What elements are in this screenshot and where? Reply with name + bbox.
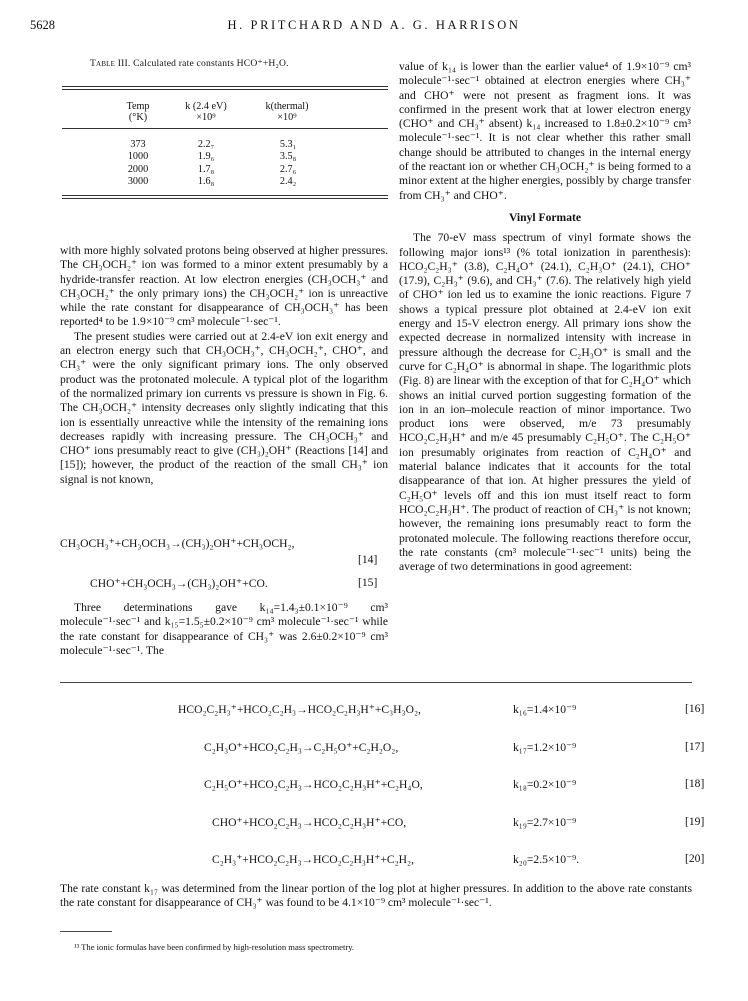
closing-paragraph: The rate constant k₁₇ was determined from the linear portion of the log plot at higher pressures. In addition to the above rate constants the rate constant for disappearance of CH₃⁺ was found to be 4.1×10⁻⁹ cm³ molecule⁻¹·sec⁻¹. xyxy=(60,882,692,910)
table-col-k-ev xyxy=(180,139,232,189)
left-paragraph-2: The present studies were carried out at 2.4-eV ion exit energy and an electron energy such that CH₃OCH₃⁺, CH₃OCH₂⁺, CHO⁺, and CH₃⁺ were the only significant primary ions. The only observed product was the protonated molecule. A typical plot of the logarithm of the normalized primary ion currents vs pressure is shown in Fig. 6. The CH₃OCH₂⁺ intensity decreases only slightly indicating that this ion is essentially unreactive while the intensity of the remaining ions decreases rapidly with increasing pressure. The CH₃OCH₃⁺ and CHO⁺ ions presumably react to give (CH₃)₂OH⁺ (Reactions [14] and [15]); however, the product of the reaction of the small CH₃⁺ ion signal is not known, xyxy=(60,329,388,486)
equation-reaction: C₂H₃⁺+HCO₂C₂H₃→HCO₂C₂H₃H⁺+C₂H₂, xyxy=(212,853,414,866)
col-header-temp xyxy=(108,101,168,123)
equation-rate-constant: k₁₇=1.2×10⁻⁹ xyxy=(513,741,577,754)
table-cell: 373 xyxy=(130,139,146,150)
table-cell: 1000 xyxy=(127,151,149,163)
equation-reaction: C₂H₅O⁺+HCO₂C₂H₃→HCO₂C₂H₃H⁺+C₂H₄O, xyxy=(204,778,423,791)
equation-15-number: [15] xyxy=(358,576,378,589)
left-column-end xyxy=(60,601,388,658)
equation-row xyxy=(0,777,748,797)
equation-14-number: [14] xyxy=(358,553,378,566)
right-paragraph-1: value of k₁₄ is lower than the earlier value⁴ of 1.9×10⁻⁹ cm³ molecule⁻¹·sec⁻¹ obtained at electron energies where CH₃⁺ and CHO⁺ were not present as fragment ions. It was confirmed in the present work that at lower electron energy (CHO⁺ and CH₃⁺ absent) k₁₄ increased to 1.8±0.2×10⁻⁹ cm³ molecule⁻¹·sec⁻¹. It is not clear whether this rather small change should be attributed to changes in the internal energy of the reactant ion or whether CH₃OCH₂⁺ is being formed to a minor extent at the higher energies, possibly by charge transfer from CH₃⁺ and CHO⁺. xyxy=(399,60,691,202)
page-number: 5628 xyxy=(30,18,55,32)
table-cell: 2.4₂ xyxy=(279,176,297,188)
right-column xyxy=(399,60,691,574)
left-column xyxy=(60,244,388,487)
equation-number: [20] xyxy=(685,852,705,865)
equation-reaction: HCO₂C₂H₃⁺+HCO₂C₂H₃→HCO₂C₂H₃H⁺+C₃H₃O₂, xyxy=(178,703,421,716)
col-header-k-ev xyxy=(172,101,240,123)
equation-rate-constant: k₁₈=0.2×10⁻⁹ xyxy=(513,778,577,791)
equation-rate-constant: k₁₉=2.7×10⁻⁹ xyxy=(513,816,577,829)
left-paragraph-1: with more highly solvated protons being observed at higher pressures. The CH₃OCH₂⁺ ion was formed to a minor extent presumably by a hydride-transfer reaction. At low electron energies (CH₃OCH₃⁺ and CH₃OCH₂⁺ the only primary ions) the CH₃OCH₂⁺ ion is unreactive while the rate constant for disappearance of CH₃OCH₃⁺ has been reported⁴ to be 1.9×10⁻⁹ cm³ molecule⁻¹·sec⁻¹. xyxy=(60,244,388,329)
col-header-temp-unit: (°K) xyxy=(128,112,148,123)
table-label: Table III. xyxy=(90,58,131,69)
running-title: H. PRITCHARD AND A. G. HARRISON xyxy=(227,18,521,32)
footnote-rule xyxy=(60,931,112,932)
footnote: ¹³ The ionic formulas have been confirmed by high-resolution mass spectrometry. xyxy=(74,942,355,952)
equation-row xyxy=(0,740,748,760)
table-caption xyxy=(90,58,289,69)
table-bottom-rule-2 xyxy=(62,198,388,199)
left-paragraph-3: Three determinations gave k₁₄=1.4₃±0.1×10⁻⁹ cm³ molecule⁻¹·sec⁻¹ and k₁₅=1.5₅±0.2×10⁻⁹ cm³ molecule⁻¹·sec⁻¹ while the rate constant for disappearance of CH₃⁺ was 2.6±0.2×10⁻⁹ cm³ molecule⁻¹·sec⁻¹. The xyxy=(60,601,388,657)
table-cell: 2000 xyxy=(127,163,149,175)
table-cell: 3.5₈ xyxy=(279,151,297,163)
table-cell: 1.7₈ xyxy=(197,163,215,175)
table-cell: 2.2₇ xyxy=(197,139,215,150)
table-bottom-rule xyxy=(62,195,388,196)
equation-row xyxy=(0,852,748,872)
table-cell: 3000 xyxy=(127,176,149,188)
equation-number: [17] xyxy=(685,740,705,753)
section-heading-vinyl-formate: Vinyl Formate xyxy=(508,210,581,224)
equation-row xyxy=(0,815,748,835)
col-header-k-ev-label: k (2.4 eV) xyxy=(185,101,227,112)
equation-row xyxy=(0,702,748,722)
table-header-rule xyxy=(62,128,388,129)
equation-number: [19] xyxy=(685,815,705,828)
equations-top-rule xyxy=(60,682,692,683)
equation-number: [16] xyxy=(685,702,705,715)
table-caption-text: Calculated rate constants HCO⁺+H₂O. xyxy=(133,58,289,69)
page-header xyxy=(30,18,718,38)
equation-14: CH₃OCH₃⁺+CH₃OCH₃→(CH₃)₂OH⁺+CH₃OCH₂, xyxy=(60,537,295,550)
table-cell: 1.6₈ xyxy=(197,176,215,188)
col-header-temp-label: Temp xyxy=(126,101,150,112)
right-paragraph-2: The 70-eV mass spectrum of vinyl formate shows the following major ions¹³ (% total ionization in parenthesis): HCO₂C₂H₃⁺ (3.8), C₂H₄O⁺ (24.1), C₂H₃O⁺ (24.1), CHO⁺ (17.9), C₂H₃⁺ (9.6), and CH₃⁺ (7.6). The relatively high yield of CHO⁺ ion led us to examine the ionic reactions. Figure 7 shows a typical pressure plot obtained at 2.4-eV ion exit energy and 15-V electron energy. All primary ions show the expected decrease in normalized intensity with increase in pressure although the decrease for C₂H₃O⁺ is small and the curve for C₂H₄O⁺ is abnormal in shape. The logarithmic plots (Fig. 8) are linear with the exception of that for C₂H₄O⁺ which shows an initial curved portion suggesting formation of the ion in an ion–molecule reaction of minor importance. Two product ions were observed, m/e 73 presumably HCO₂C₂H₃H⁺ and m/e 45 presumably C₂H₅O⁺. The C₂H₅O⁺ ion presumably originates from reaction of C₂H₄O⁺ and material balance indicates that it accounts for the total disappearance of that ion. At higher pressures the yield of C₂H₅O⁺ levels off and this ion must itself react to form HCO₂C₂H₃H⁺. The product of reaction of CH₃⁺ is not known; however, the remaining ions presumably react to form the protonated molecule. The following reactions therefore occur, the rate constants (cm³ molecule⁻¹·sec⁻¹ units) being the average of two determinations in good agreement: xyxy=(399,231,691,574)
table-cell: 1.9₆ xyxy=(197,151,215,163)
equation-rate-constant: k₂₀=2.5×10⁻⁹. xyxy=(513,853,580,866)
equation-15: CHO⁺+CH₃OCH₃→(CH₃)₂OH⁺+CO. xyxy=(90,577,268,590)
equation-number: [18] xyxy=(685,777,705,790)
table-cell: 5.3₁ xyxy=(279,139,297,150)
table-top-rule-2 xyxy=(62,89,388,90)
equation-reaction: C₂H₃O⁺+HCO₂C₂H₃→C₂H₅O⁺+C₂H₂O₂, xyxy=(204,741,399,754)
equation-rate-constant: k₁₆=1.4×10⁻⁹ xyxy=(513,703,577,716)
col-header-k-ev-scale: ×10⁹ xyxy=(196,112,216,123)
col-header-k-thermal xyxy=(245,101,329,123)
col-header-k-thermal-label: k(thermal) xyxy=(265,101,309,112)
table-row-temps xyxy=(118,139,158,189)
table-cell: 2.7₆ xyxy=(279,163,297,175)
table-top-rule xyxy=(62,86,388,87)
closing-text xyxy=(60,882,692,911)
table-col-k-thermal xyxy=(262,139,314,189)
col-header-k-thermal-scale: ×10⁹ xyxy=(277,112,297,123)
equation-reaction: CHO⁺+HCO₂C₂H₃→HCO₂C₂H₃H⁺+CO, xyxy=(212,816,407,829)
